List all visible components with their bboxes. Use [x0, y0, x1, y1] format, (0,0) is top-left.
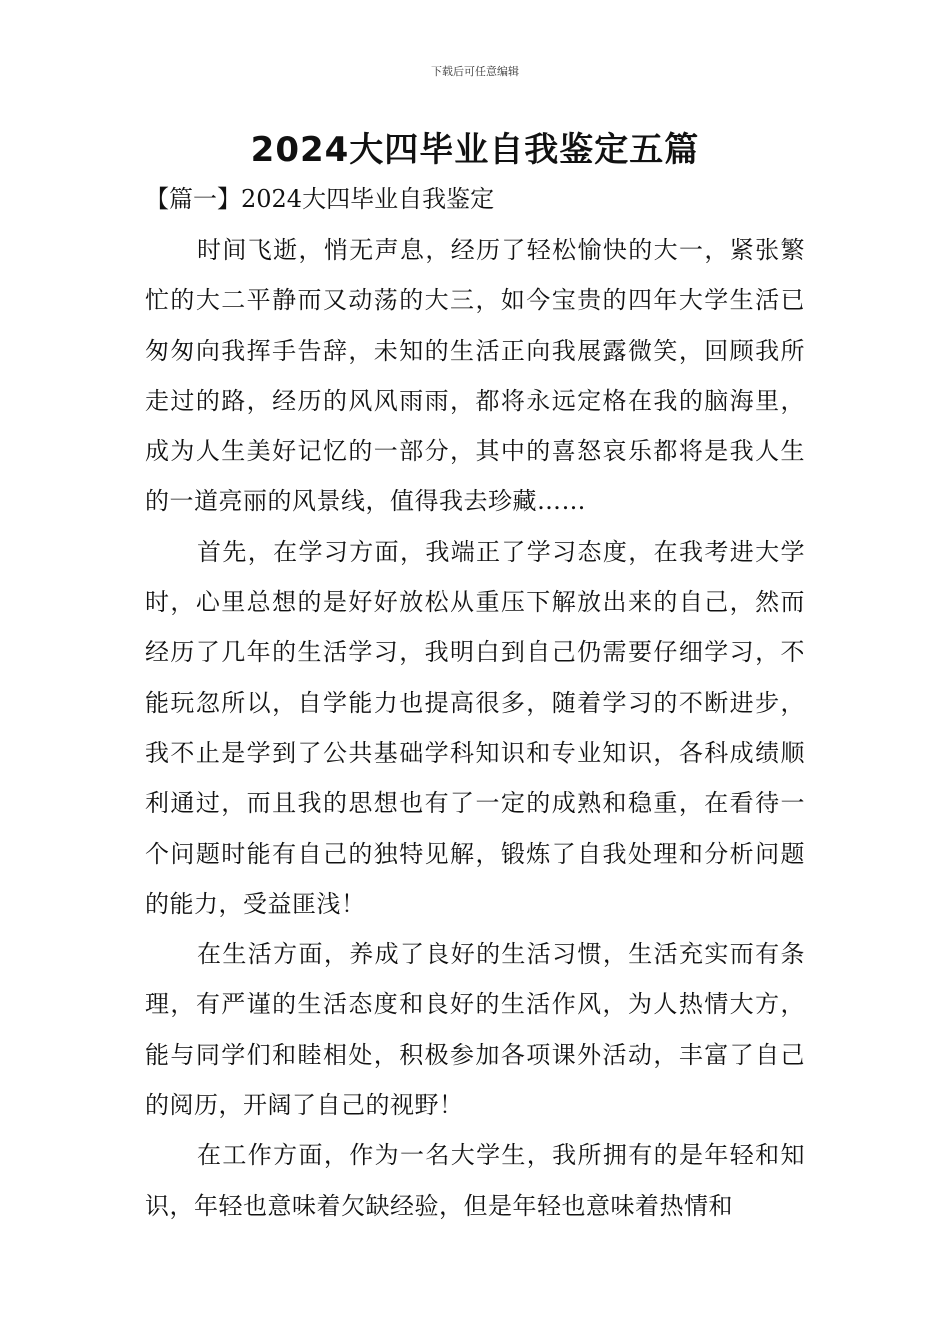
body-paragraph-3: 在生活方面，养成了良好的生活习惯，生活充实而有条理，有严谨的生活态度和良好的生活作风，为人热情大方，能与同学们和睦相处，积极参加各项课外活动，丰富了自己的阅历，开阔了自己的视野！: [145, 940, 805, 1120]
section-heading: 【篇一】2024大四毕业自我鉴定: [145, 185, 495, 213]
body-paragraph-1: 时间飞逝，悄无声息，经历了轻松愉快的大一，紧张繁忙的大二平静而又动荡的大三，如今宝贵的四年大学生活已匆匆向我挥手告辞，未知的生活正向我展露微笑，回顾我所走过的路，经历的风风雨雨，都将永远定格在我的脑海里，成为人生美好记忆的一部分，其中的喜怒哀乐都将是我人生的一道亮丽的风景线，值得我去珍藏……: [145, 236, 805, 516]
page-header-note: 下载后可任意编辑: [431, 65, 519, 78]
document-body: [145, 225, 805, 1231]
document-title: 2024大四毕业自我鉴定五篇: [250, 130, 700, 170]
body-paragraph-4: 在工作方面，作为一名大学生，我所拥有的是年轻和知识，年轻也意味着欠缺经验，但是年轻也意味着热情和: [145, 1141, 805, 1220]
body-paragraph-2: 首先，在学习方面，我端正了学习态度，在我考进大学时，心里总想的是好好放松从重压下解放出来的自己，然而经历了几年的生活学习，我明白到自己仍需要仔细学习，不能玩忽所以，自学能力也提高很多，随着学习的不断进步，我不止是学到了公共基础学科知识和专业知识，各科成绩顺利通过，而且我的思想也有了一定的成熟和稳重，在看待一个问题时能有自己的独特见解，锻炼了自我处理和分析问题的能力，受益匪浅！: [145, 537, 805, 918]
